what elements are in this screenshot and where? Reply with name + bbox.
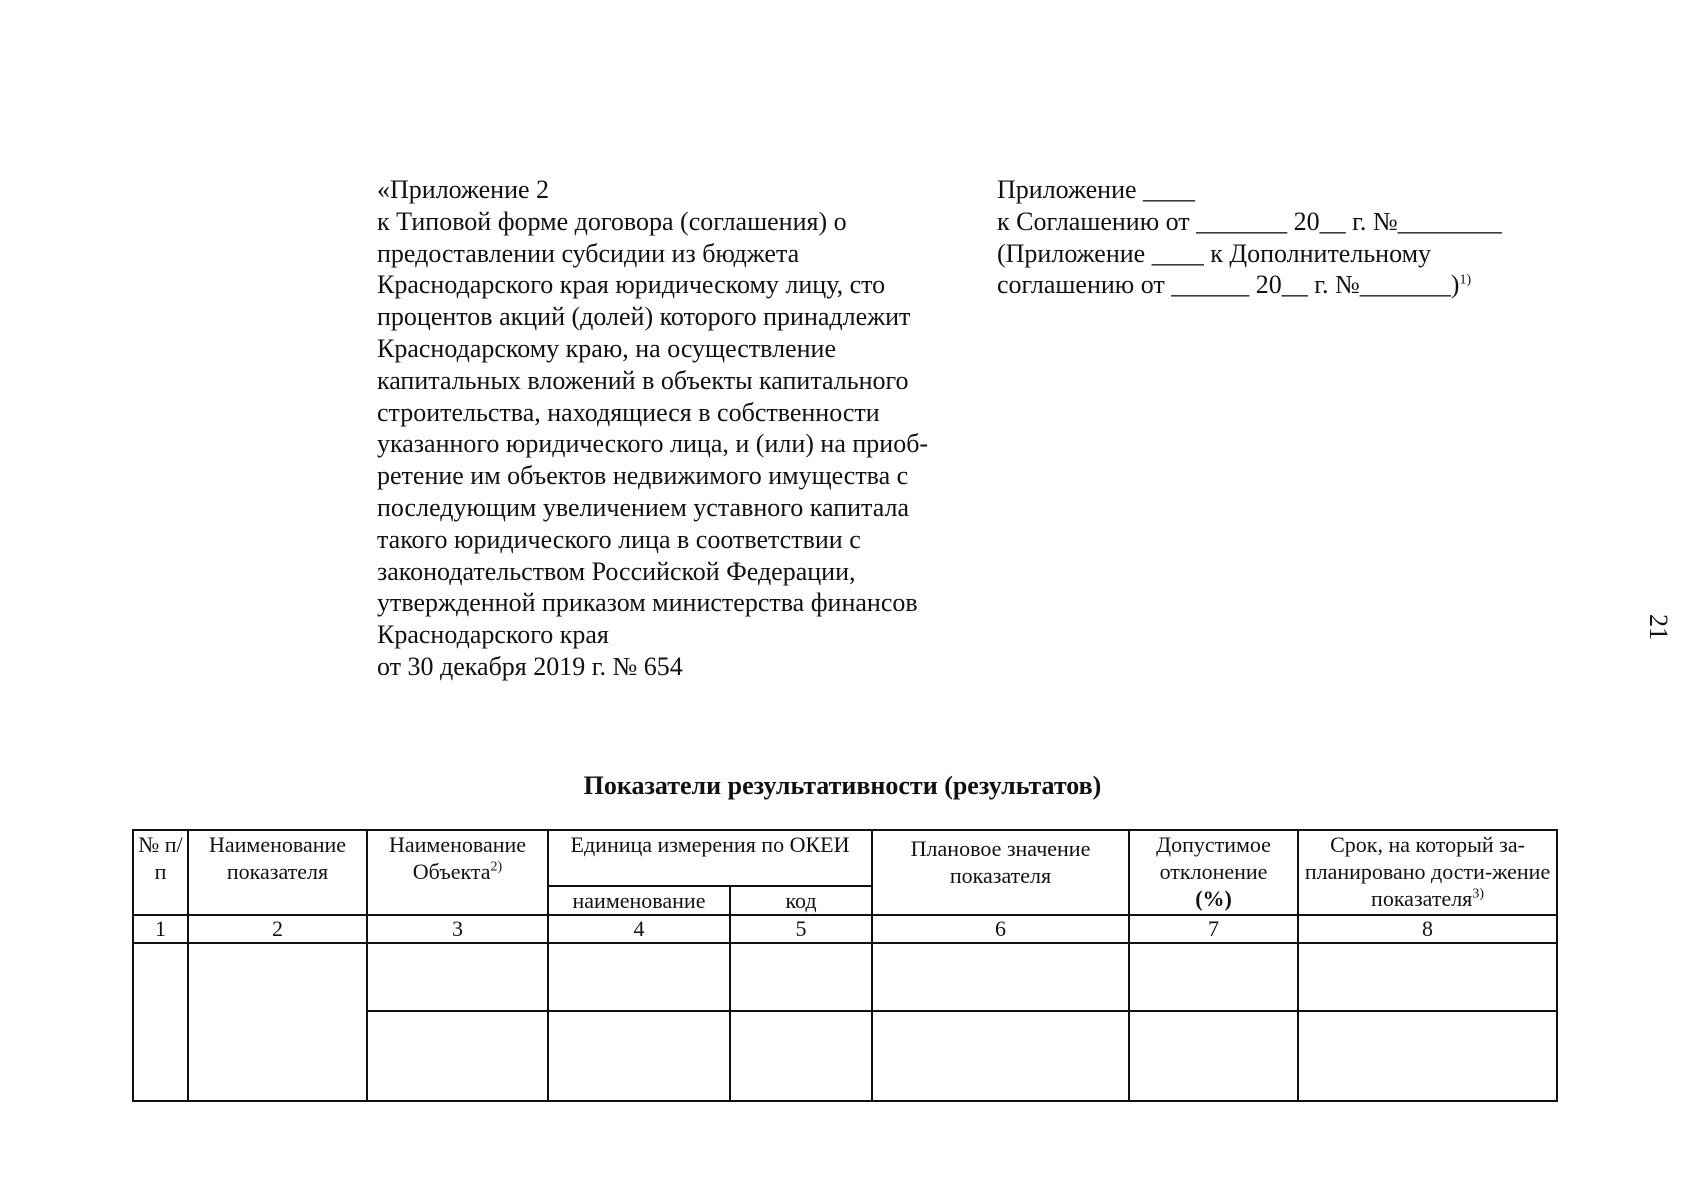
table-cell	[1129, 1011, 1298, 1101]
table-cell	[548, 1011, 730, 1101]
header-allowed-deviation	[1129, 830, 1298, 915]
appendix-line: «Приложение 2	[377, 175, 550, 204]
agreement-line: к Соглашению от _______ 20__ г. №________	[997, 206, 1502, 236]
table-title: Показатели результативности (результатов)	[583, 771, 1102, 800]
appendix-line: указанного юридического лица, и (или) на приоб-	[377, 429, 929, 459]
column-number-row	[133, 915, 1557, 943]
appendix-line: строительства, находящиеся в собственности	[377, 397, 880, 427]
header-allowed-deviation-text: Допустимое отклонение	[1156, 832, 1271, 884]
appendix-line: Краснодарского края	[377, 620, 609, 650]
page-number: 21	[1644, 614, 1673, 640]
appendix-line: последующим увеличением уставного капитала	[377, 492, 909, 522]
appendix-line: капитальных вложений в объекты капитального	[377, 365, 909, 395]
footnote-ref: 1)	[1459, 272, 1472, 288]
header-deadline	[1298, 830, 1557, 915]
column-number: 4	[548, 915, 730, 943]
appendix-line: предоставлении субсидии из бюджета	[377, 238, 800, 268]
table-cell	[188, 943, 367, 1101]
header-number: № п/п	[133, 830, 188, 915]
header-unit-group: Единица измерения по ОКЕИ	[548, 830, 872, 886]
column-number: 1	[133, 915, 188, 943]
table-cell	[133, 943, 188, 1101]
column-number: 7	[1129, 915, 1298, 943]
appendix-line: утвержденной приказом министерства финансов	[377, 588, 918, 618]
header-object-name	[367, 830, 548, 915]
table-cell	[872, 943, 1129, 1011]
appendix-line: от 30 декабря 2019 г. № 654	[377, 651, 683, 681]
appendix-line: Краснодарского края юридическому лицу, сто	[377, 270, 886, 300]
header-allowed-deviation-unit: (%)	[1195, 886, 1232, 911]
appendix-line: Краснодарскому краю, на осуществление	[377, 333, 836, 363]
table-cell	[1129, 943, 1298, 1011]
appendix-header-left	[377, 174, 997, 683]
results-table	[132, 829, 1558, 1102]
appendix-line: процентов акций (долей) которого принадлежит	[377, 302, 911, 332]
table-cell	[730, 943, 872, 1011]
appendix-line: такого юридического лица в соответствии с	[377, 524, 861, 554]
table-header-row	[133, 830, 1557, 886]
header-indicator-name: Наименование показателя	[188, 830, 367, 915]
table-cell	[730, 1011, 872, 1101]
column-number: 8	[1298, 915, 1557, 943]
column-number: 6	[872, 915, 1129, 943]
agreement-line	[997, 269, 1597, 301]
header-planned-value: Плановое значение показателя	[872, 830, 1129, 915]
table-cell	[367, 943, 548, 1011]
agreement-line: Приложение ____	[997, 175, 1196, 204]
column-number: 2	[188, 915, 367, 943]
appendix-line: законодательством Российской Федерации,	[377, 556, 856, 586]
footnote-ref: 2)	[490, 859, 503, 875]
agreement-line-text: соглашению от ______ 20__ г. №_______)	[997, 270, 1460, 300]
table-cell	[1298, 1011, 1557, 1101]
header-unit-code: код	[730, 886, 872, 915]
table-row	[133, 943, 1557, 1011]
table-cell	[548, 943, 730, 1011]
column-number: 5	[730, 915, 872, 943]
column-number: 3	[367, 915, 548, 943]
appendix-line: ретение им объектов недвижимого имущества с	[377, 461, 909, 491]
header-object-name-text: Наименование Объекта	[388, 832, 527, 884]
header-unit-name: наименование	[548, 886, 730, 915]
table-cell	[1298, 943, 1557, 1011]
agreement-header-right	[997, 174, 1597, 301]
appendix-line: к Типовой форме договора (соглашения) о	[377, 206, 847, 236]
footnote-ref: 3)	[1472, 886, 1484, 902]
table-cell	[367, 1011, 548, 1101]
agreement-line: (Приложение ____ к Дополнительному	[997, 238, 1432, 268]
table-cell	[872, 1011, 1129, 1101]
header-deadline-text: Срок, на который за-планировано дости-жение показателя	[1304, 832, 1551, 911]
